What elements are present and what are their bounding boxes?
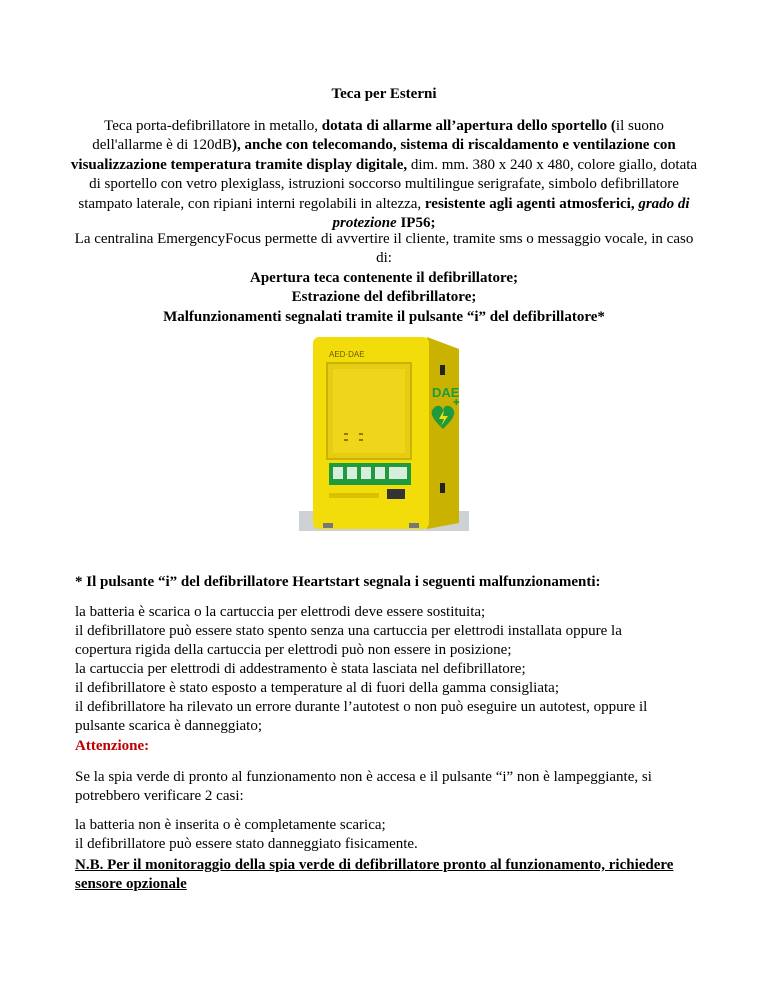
nb-note (75, 856, 705, 894)
cross-icon: ✚ (453, 398, 460, 407)
centralina-item-2: Estrazione del defibrillatore; (291, 289, 477, 306)
malfunction-line: copertura rigida della cartuccia per elettrodi può non essere in posizione; (75, 642, 512, 658)
cabinet-foot (409, 523, 419, 528)
defibrillator-cabinet-photo (299, 333, 469, 531)
vent-hole (344, 439, 348, 441)
desc-bold-2: ), anche con telecomando, sistema di riscaldamento e ventilazione con visualizzazione temperatura tramite display digitale, (70, 137, 676, 173)
page-title: Teca per Esterni (331, 86, 437, 102)
desc-bold-italic: grado di protezione (332, 195, 690, 232)
vent-hole (344, 433, 348, 435)
instruction-step-icon (389, 467, 407, 479)
temperature-display (387, 489, 405, 499)
centralina-section (70, 230, 698, 327)
attention-text-line: potrebbero verificare 2 casi: (75, 788, 244, 804)
malfunction-line: il defibrillatore ha rilevato un errore durante l’autotest o non può eseguire un autotest, oppure il (75, 699, 648, 715)
lock-icon (440, 483, 445, 493)
lock-icon (440, 365, 445, 375)
attention-text (75, 768, 705, 806)
desc-bold-1: dotata di allarme all’apertura dello sportello ( (321, 118, 616, 134)
instruction-step-icon (347, 467, 357, 479)
vent-hole (359, 439, 363, 441)
instruction-step-icon (375, 467, 385, 479)
note-heading: * Il pulsante “i” del defibrillatore Heartstart segnala i seguenti malfunzionamenti: (75, 574, 601, 590)
malfunction-list (75, 603, 705, 736)
desc-text-3: dim. mm. 380 x 240 x 480, colore giallo, dotata di sportello con vetro plexiglass, istruzioni soccorso multilingue serigrafate, simbolo defibrillatore stampato laterale, con ripiani interni regolabili in altezza, (78, 156, 698, 212)
attention-case: il defibrillatore può essere stato danneggiato fisicamente. (75, 836, 418, 852)
attention-text-line: Se la spia verde di pronto al funzionamento non è accesa e il pulsante “i” non è lampeggiante, si (75, 769, 652, 785)
instruction-step-icon (333, 467, 343, 479)
centralina-item-3: Malfunzionamenti segnalati tramite il pulsante “i” del defibrillatore* (163, 308, 605, 325)
instruction-step-icon (361, 467, 371, 479)
cabinet-header-label: AED·DAE (329, 350, 365, 359)
bottom-strip (329, 493, 379, 498)
malfunction-line: pulsante scarica è danneggiato; (75, 718, 263, 734)
malfunction-line: il defibrillatore può essere stato spento senza una cartuccia per elettrodi installata oppure la (75, 623, 622, 639)
desc-text-1: Teca porta-defibrillatore in metallo, (104, 118, 322, 134)
nb-line: sensore opzionale (75, 876, 187, 892)
centralina-item-1: Apertura teca contenente il defibrillatore; (250, 269, 518, 286)
desc-text-2: il suono dell'allarme è di 120dB (92, 118, 664, 154)
nb-line: N.B. Per il monitoraggio della spia verde di defibrillatore pronto al funzionamento, richiedere (75, 857, 674, 873)
desc-bold-3: resistente agli agenti atmosferici, (424, 195, 639, 212)
attention-case: la batteria non è inserita o è completamente scarica; (75, 817, 386, 833)
vent-hole (359, 433, 363, 435)
malfunction-line: la cartuccia per elettrodi di addestramento è stata lasciata nel defibrillatore; (75, 661, 526, 677)
cabinet-foot (323, 523, 333, 528)
desc-bold-4: IP56; (396, 215, 436, 232)
cabinet-illustration (299, 333, 469, 531)
side-dae-label: DAE (432, 385, 460, 400)
malfunction-line: il defibrillatore è stato esposto a temperature al di fuori della gamma consigliata; (75, 680, 559, 696)
attention-cases (75, 816, 705, 854)
cabinet-inner (333, 369, 405, 453)
product-description (70, 117, 698, 233)
centralina-intro: La centralina EmergencyFocus permette di avvertire il cliente, tramite sms o messaggio vocale, in caso di: (74, 231, 694, 267)
malfunction-line: la batteria è scarica o la cartuccia per elettrodi deve essere sostituita; (75, 604, 486, 620)
attention-label: Attenzione: (75, 738, 150, 754)
